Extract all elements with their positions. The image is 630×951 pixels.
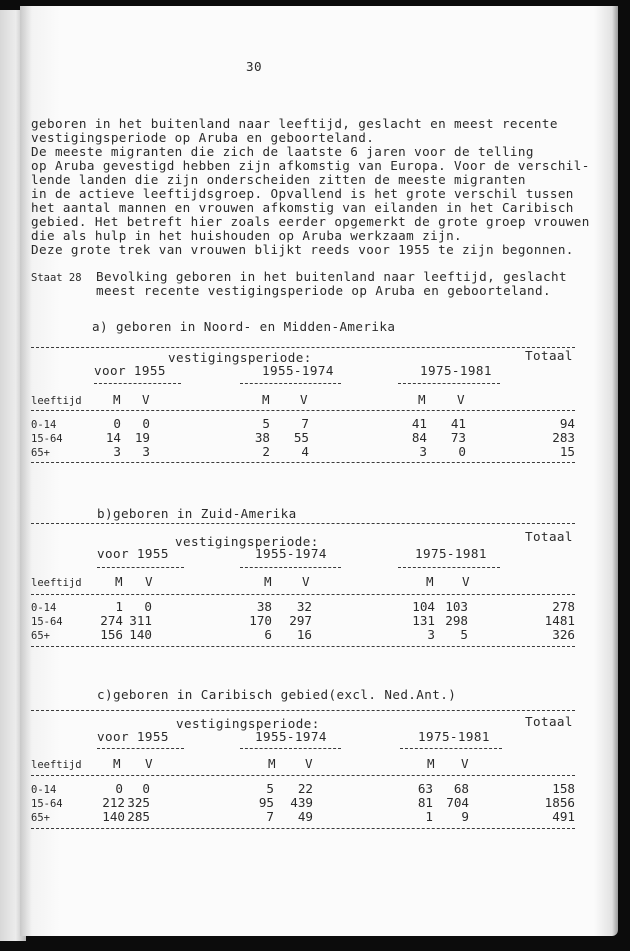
- paragraph-line: het aantal mannen en vrouwen afkomstig van eilanden in het Caribisch: [31, 200, 574, 215]
- cell: 73: [450, 430, 466, 445]
- cell: 19: [134, 430, 150, 445]
- cell: 131: [412, 613, 435, 628]
- cell: 55: [293, 430, 309, 445]
- header-m: M: [264, 574, 272, 589]
- total-cell: 283: [552, 430, 575, 445]
- cell: 4: [301, 444, 309, 459]
- cell: 49: [297, 809, 313, 824]
- staat-title-line: Bevolking geboren in het buitenland naar leeftijd, geslacht: [96, 269, 567, 284]
- cell: 0: [142, 416, 150, 431]
- cell: 0: [144, 599, 152, 614]
- cell: 0: [115, 781, 123, 796]
- divider: [240, 748, 341, 749]
- header-v: V: [305, 756, 313, 771]
- divider: [31, 710, 575, 711]
- cell: 81: [417, 795, 433, 810]
- cell: 5: [460, 627, 468, 642]
- table-title: c)geboren in Caribisch gebied(excl. Ned.Ant.): [97, 687, 457, 702]
- staat-label: Staat 28: [31, 272, 82, 284]
- divider: [398, 383, 500, 384]
- cell: 38: [254, 430, 270, 445]
- age-cell: 15-64: [31, 433, 63, 445]
- cell: 0: [142, 781, 150, 796]
- age-cell: 0-14: [31, 419, 57, 431]
- header-totaal: Totaal: [525, 348, 573, 363]
- total-cell: 158: [552, 781, 575, 796]
- cell: 7: [301, 416, 309, 431]
- header-period: 1975-1981: [415, 546, 487, 561]
- cell: 22: [297, 781, 313, 796]
- header-totaal: Totaal: [525, 529, 573, 544]
- page-number: 30: [246, 59, 262, 74]
- paragraph-line: vestigingsperiode op Aruba en geboorteland.: [31, 130, 375, 145]
- cell: 170: [249, 613, 272, 628]
- header-period: 1955-1974: [255, 729, 327, 744]
- total-cell: 94: [559, 416, 575, 431]
- cell: 2: [262, 444, 270, 459]
- age-cell: 15-64: [31, 616, 63, 628]
- age-cell: 65+: [31, 812, 50, 824]
- header-v: V: [302, 574, 310, 589]
- header-v: V: [300, 392, 308, 407]
- header-v: V: [142, 392, 150, 407]
- header-period: 1955-1974: [255, 546, 327, 561]
- cell: 3: [427, 627, 435, 642]
- cell: 212: [102, 795, 125, 810]
- divider: [97, 748, 184, 749]
- cell: 3: [113, 444, 121, 459]
- divider: [97, 567, 184, 568]
- cell: 0: [113, 416, 121, 431]
- divider: [398, 567, 500, 568]
- total-cell: 1856: [544, 795, 575, 810]
- divider: [400, 748, 502, 749]
- cell: 297: [289, 613, 312, 628]
- age-cell: 0-14: [31, 784, 57, 796]
- divider: [31, 775, 575, 776]
- cell: 140: [129, 627, 152, 642]
- total-cell: 278: [552, 599, 575, 614]
- total-cell: 491: [552, 809, 575, 824]
- paragraph-line: lende landen die zijn onderscheiden zitten de meeste migranten: [31, 172, 526, 187]
- cell: 104: [412, 599, 435, 614]
- header-m: M: [426, 574, 434, 589]
- header-m: M: [115, 574, 123, 589]
- total-cell: 1481: [544, 613, 575, 628]
- header-period: voor 1955: [97, 729, 169, 744]
- cell: 5: [262, 416, 270, 431]
- table-title: a) geboren in Noord- en Midden-Amerika: [92, 319, 396, 334]
- age-cell: 15-64: [31, 798, 63, 810]
- age-cell: 65+: [31, 447, 50, 459]
- total-cell: 15: [559, 444, 575, 459]
- header-v: V: [145, 756, 153, 771]
- cell: 7: [266, 809, 274, 824]
- header-m: M: [427, 756, 435, 771]
- paragraph-line: geboren in het buitenland naar leeftijd, geslacht en meest recente: [31, 116, 558, 131]
- header-vestigingsperiode: vestigingsperiode:: [175, 534, 319, 549]
- cell: 14: [105, 430, 121, 445]
- cell: 9: [461, 809, 469, 824]
- header-period: 1975-1981: [420, 363, 492, 378]
- cell: 704: [446, 795, 469, 810]
- cell: 16: [296, 627, 312, 642]
- paragraph-line: die als hulp in het huishouden op Aruba werkzaam zijn.: [31, 228, 463, 243]
- divider: [240, 567, 341, 568]
- cell: 1: [425, 809, 433, 824]
- header-m: M: [113, 756, 121, 771]
- header-totaal: Totaal: [525, 714, 573, 729]
- cell: 63: [417, 781, 433, 796]
- cell: 325: [127, 795, 150, 810]
- header-period: voor 1955: [97, 546, 169, 561]
- header-v: V: [457, 392, 465, 407]
- divider: [31, 646, 575, 647]
- cell: 439: [290, 795, 313, 810]
- header-vestigingsperiode: vestigingsperiode:: [176, 716, 320, 731]
- staat-title-line: meest recente vestigingsperiode op Aruba en geboorteland.: [96, 283, 551, 298]
- header-m: M: [268, 756, 276, 771]
- divider: [31, 523, 575, 524]
- cell: 103: [445, 599, 468, 614]
- cell: 1: [115, 599, 123, 614]
- cell: 41: [411, 416, 427, 431]
- header-v: V: [461, 756, 469, 771]
- cell: 298: [445, 613, 468, 628]
- table-title: b)geboren in Zuid-Amerika: [97, 506, 297, 521]
- paragraph-line: Deze grote trek van vrouwen blijkt reeds voor 1955 te zijn begonnen.: [31, 242, 574, 257]
- cell: 32: [296, 599, 312, 614]
- header-leeftijd: leeftijd: [31, 759, 82, 771]
- age-cell: 65+: [31, 630, 50, 642]
- header-v: V: [145, 574, 153, 589]
- cell: 156: [100, 627, 123, 642]
- divider: [94, 383, 181, 384]
- paragraph-line: in de actieve leeftijdsgroep. Opvallend is het grote verschil tussen: [31, 186, 574, 201]
- header-period: 1955-1974: [262, 363, 334, 378]
- cell: 285: [127, 809, 150, 824]
- total-cell: 326: [552, 627, 575, 642]
- cell: 5: [266, 781, 274, 796]
- cell: 6: [264, 627, 272, 642]
- cell: 274: [100, 613, 123, 628]
- divider: [31, 594, 575, 595]
- header-period: 1975-1981: [418, 729, 490, 744]
- age-cell: 0-14: [31, 602, 57, 614]
- cell: 0: [458, 444, 466, 459]
- cell: 95: [258, 795, 274, 810]
- divider: [31, 347, 575, 348]
- divider: [240, 383, 341, 384]
- header-period: voor 1955: [94, 363, 166, 378]
- cell: 3: [142, 444, 150, 459]
- cell: 140: [102, 809, 125, 824]
- divider: [31, 410, 575, 411]
- header-m: M: [418, 392, 426, 407]
- header-v: V: [462, 574, 470, 589]
- divider: [31, 462, 575, 463]
- cell: 68: [453, 781, 469, 796]
- cell: 311: [129, 613, 152, 628]
- header-vestigingsperiode: vestigingsperiode:: [168, 350, 312, 365]
- header-leeftijd: leeftijd: [31, 395, 82, 407]
- cell: 41: [450, 416, 466, 431]
- cell: 38: [256, 599, 272, 614]
- divider: [31, 828, 575, 829]
- header-leeftijd: leeftijd: [31, 577, 82, 589]
- header-m: M: [113, 392, 121, 407]
- cell: 3: [419, 444, 427, 459]
- header-m: M: [262, 392, 270, 407]
- paragraph-line: op Aruba gevestigd hebben zijn afkomstig van Europa. Voor de verschil-: [31, 158, 590, 173]
- paragraph-line: gebied. Het betreft hier zoals eerder opgemerkt de grote groep vrouwen: [31, 214, 590, 229]
- cell: 84: [411, 430, 427, 445]
- paragraph-line: De meeste migranten die zich de laatste 6 jaren voor de telling: [31, 144, 534, 159]
